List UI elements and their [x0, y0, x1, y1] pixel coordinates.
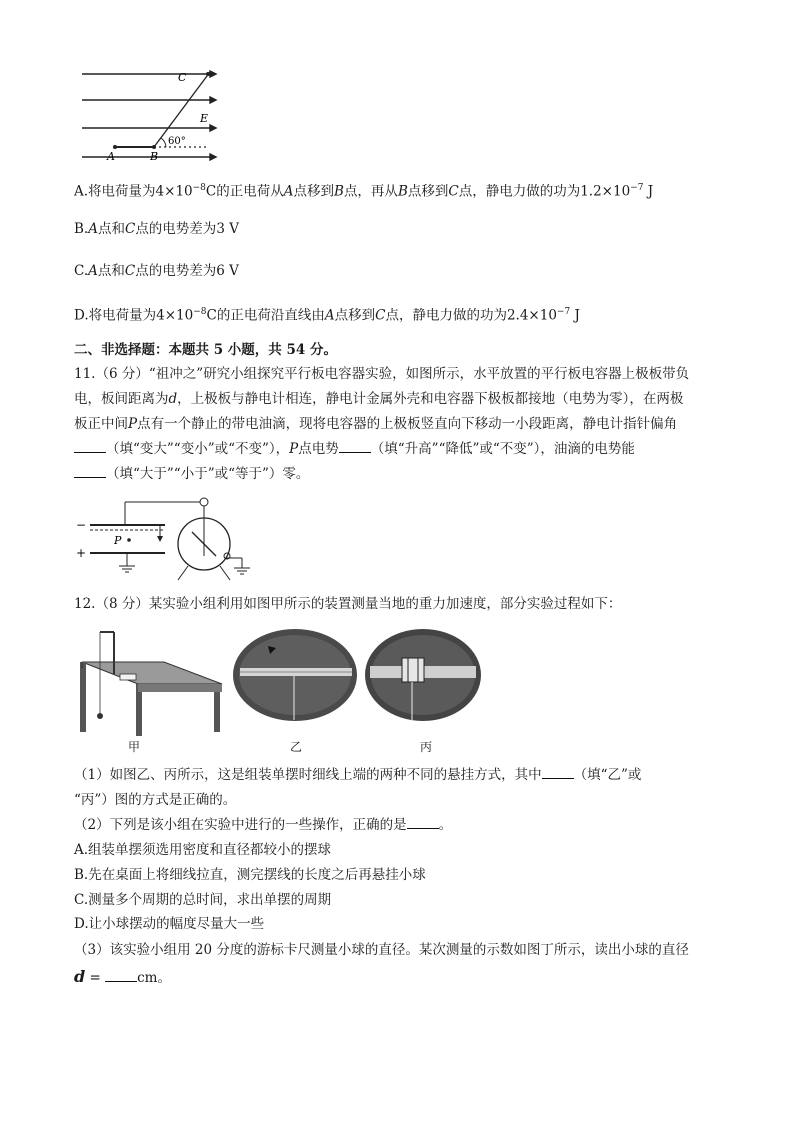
answer-blank[interactable] — [74, 464, 106, 478]
answer-blank[interactable] — [407, 815, 439, 829]
text: 电，板间距离为 — [74, 391, 169, 407]
plus-sign: + — [76, 546, 87, 560]
capacitor-electrometer-figure — [70, 492, 260, 584]
text: d — [168, 391, 178, 407]
text: B — [397, 183, 408, 200]
text: P — [289, 441, 299, 457]
q11-line5 — [74, 464, 309, 484]
text: C — [375, 307, 386, 324]
text: 点和 — [97, 221, 125, 237]
text: A — [88, 221, 98, 237]
text: 6 V — [216, 263, 239, 279]
text: 点和 — [97, 263, 125, 279]
q11-line4 — [74, 439, 635, 459]
text: 点，再从 — [343, 183, 398, 200]
q12-optD: D.让小球摆动的幅度尽量大一些 — [74, 916, 265, 932]
text: B. — [74, 221, 89, 237]
text: ，上极板与静电计相连，静电计金属外壳和电容器下极板都接地（电势为零），在两极 — [177, 391, 684, 407]
text: 1.2×10 — [580, 183, 631, 200]
q11-line3 — [74, 414, 677, 434]
text: 2.4×10 — [506, 307, 557, 324]
text: C — [448, 183, 459, 200]
caption-jia: 甲 — [128, 740, 141, 754]
text: J — [643, 183, 654, 200]
answer-blank[interactable] — [542, 765, 574, 779]
text: −8 — [192, 183, 206, 193]
q12-optA: A.组装单摆须选用密度和直径都较小的摆球 — [74, 842, 332, 858]
text: P — [128, 416, 138, 432]
q12-s1-line1 — [74, 765, 641, 785]
text: 4×10 — [156, 307, 194, 324]
text: cm。 — [137, 970, 171, 986]
text: 点移到 — [407, 183, 449, 200]
minus-sign: − — [76, 518, 87, 532]
figure-yi-suspension — [232, 628, 358, 723]
text: C — [124, 221, 136, 237]
answer-blank[interactable] — [74, 439, 106, 453]
answer-blank[interactable] — [105, 968, 137, 982]
option-A — [74, 178, 653, 202]
text: C — [206, 307, 217, 324]
q12-s1-line2: “丙”）图的方式是正确的。 — [74, 792, 237, 808]
electric-field-figure — [70, 62, 230, 167]
section-heading: 二、非选择题：本题共 5 小题，共 54 分。 — [74, 342, 337, 358]
text: 的正电荷从 — [216, 183, 284, 200]
option-D — [74, 302, 580, 326]
label-C: C — [178, 71, 187, 84]
option-B — [74, 219, 239, 239]
text: 点，静电力做的功为 — [385, 307, 507, 324]
text: A — [88, 263, 98, 279]
text: 点的电势差为 — [135, 221, 217, 237]
text: 的正电荷沿直线由 — [216, 307, 325, 324]
label-angle: 60° — [168, 136, 186, 147]
text: 点有一个静止的带电油滴，现将电容器的上极板竖直向下移动一小段距离，静电计指针偏角 — [137, 416, 678, 432]
figure-bing-suspension — [364, 628, 482, 723]
q12-optC: C.测量多个周期的总时间，求出单摆的周期 — [74, 892, 332, 908]
text: （1）如图乙、丙所示，这是组装单摆时细线上端的两种不同的悬挂方式，其中 — [74, 767, 542, 783]
text: 点电势 — [298, 441, 339, 457]
label-E: E — [200, 112, 209, 125]
text: J — [570, 307, 580, 324]
option-C — [74, 261, 239, 281]
text: C — [205, 183, 217, 200]
text: −8 — [193, 307, 207, 317]
text: d — [74, 967, 86, 986]
text: C. — [74, 263, 89, 279]
text: （填“大于”“小于”或“等于”）零。 — [106, 466, 310, 482]
text: 板正中间 — [74, 416, 128, 432]
label-B: B — [150, 150, 159, 163]
text: 点，静电力做的功为 — [458, 183, 581, 200]
text: −7 — [630, 183, 644, 193]
text: = — [85, 970, 106, 986]
q11-line1: 11.（6 分）“祖冲之”研究小组探究平行板电容器实验，如图所示，水平放置的平行板电容器上极板带负 — [74, 366, 690, 382]
text: （填“乙”或 — [573, 767, 642, 783]
figure-jia-pendulum — [74, 624, 224, 736]
text: 4×10 — [155, 183, 193, 200]
q12-s3-answer — [74, 967, 171, 988]
text: B — [334, 183, 344, 200]
text: C — [124, 263, 136, 279]
q12-s3: （3）该实验小组用 20 分度的游标卡尺测量小球的直径。某次测量的示数如图丁所示，读出小球的直径 — [74, 942, 689, 958]
text: A — [283, 183, 294, 200]
text: 。 — [438, 817, 453, 833]
answer-blank[interactable] — [339, 439, 371, 453]
text: 点的电势差为 — [135, 263, 217, 279]
text: （2）下列是该小组在实验中进行的一些操作，正确的是 — [74, 817, 407, 833]
text: 点移到 — [293, 183, 335, 200]
caption-yi: 乙 — [290, 740, 303, 754]
text: 3 V — [216, 221, 239, 237]
text: A — [324, 307, 335, 324]
label-P: P — [114, 534, 122, 547]
text: −7 — [556, 307, 571, 317]
text: D.将电荷量为 — [74, 307, 157, 324]
text: A.将电荷量为 — [74, 183, 156, 200]
label-A: A — [107, 150, 115, 163]
text: 点移到 — [334, 307, 376, 324]
q12-line1: 12.（8 分）某实验小组利用如图甲所示的装置测量当地的重力加速度，部分实验过程如下： — [74, 596, 622, 612]
caption-bing: 丙 — [420, 740, 433, 754]
q12-s2 — [74, 815, 452, 835]
text: （填“变大”“变小”或“不变”）， — [106, 441, 290, 457]
q12-optB: B.先在桌面上将细线拉直，测完摆线的长度之后再悬挂小球 — [74, 867, 426, 883]
text: （填“升高”“降低”或“不变”），油滴的电势能 — [370, 441, 635, 457]
q11-line2 — [74, 389, 683, 409]
